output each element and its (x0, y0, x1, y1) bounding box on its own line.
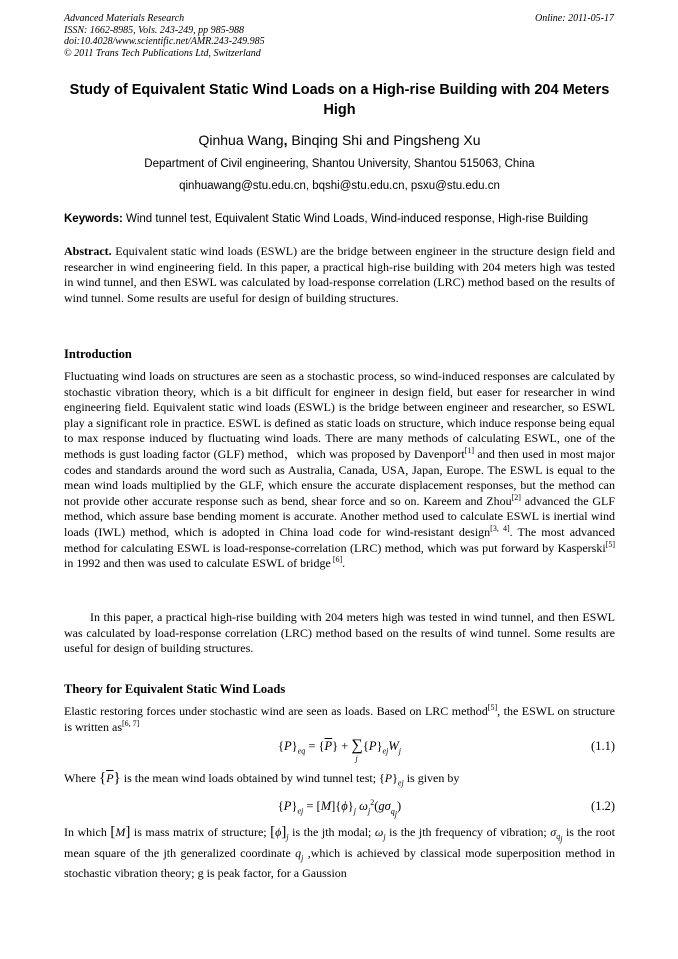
math-symbol: $\{P\}_{ej}$ (379, 771, 404, 788)
author-emails: qinhuawang@stu.edu.cn, bqshi@stu.edu.cn, psxu@stu.edu.cn (179, 180, 500, 192)
issn-line: ISSN: 1662-8985, Vols. 243-249, pp 985-988 (64, 24, 244, 36)
author-name: Binqing Shi (287, 132, 363, 148)
citation: [1] (464, 445, 474, 455)
author-name: Pingsheng Xu (393, 132, 481, 148)
paragraph-text: Where (64, 771, 99, 785)
abstract-label: Abstract. (64, 244, 112, 258)
citation: [5] (605, 539, 615, 549)
author-list (64, 131, 615, 149)
paragraph-text: is the jth modal; (288, 825, 375, 839)
math-symbol: $\sigma_{q_j}$ (550, 825, 563, 844)
paragraph-text: is given by (403, 771, 460, 785)
affiliation: Department of Civil engineering, Shantou University, Shantou 515063, China (144, 158, 535, 170)
math-symbol: [M] (110, 824, 131, 840)
paragraph-text: ,which is achieved by classical mode superposition method in stochastic vibration theory; g is peak factor, for a Gaussion (64, 845, 615, 880)
paragraph-text: in 1992 and then was used to calculate ESWL of bridge (64, 556, 331, 571)
citation: [5] (487, 703, 498, 712)
author-name: Qinhua Wang (198, 132, 284, 148)
paragraph-text: In which (64, 825, 111, 839)
keywords (64, 212, 615, 228)
paragraph-text: and then used in most major codes and standards around the word such as Australia, Canada, USA, Japan, Europe. The ESWL is equal to the mean wind loads multiplied by the GLF, which ensure the accurate displacement responses, but the method can not provide other accurate response such as bend, shear force and so on. Kareem and Zhou (64, 446, 615, 508)
copyright-line: © 2011 Trans Tech Publications Ltd, Switzerland (64, 47, 261, 59)
paragraph-text: advanced the GLF method, which assure base bending moment is accurate. Another method used to calculate ESWL is inertial wind loads (IWL) method, which is adopted in China load code for wind-resistant design (64, 493, 615, 539)
equation-1-2 (64, 797, 615, 819)
doi-line: doi:10.4028/www.scientific.net/AMR.243-249.985 (64, 36, 265, 47)
paragraph-text: Elastic restoring forces under stochastic wind are seen as loads. Based on LRC method (64, 704, 488, 718)
equation-number: (1.1) (591, 739, 615, 753)
introduction-heading: Introduction (64, 347, 132, 361)
equation-expression: $\{P\}_{ej} = [M]\{\phi\}_j$ $\omega_j^2(g\sigma_{q_j})$ (277, 797, 402, 819)
equation-number: (1.2) (591, 799, 615, 813)
introduction-paragraph-1 (64, 369, 615, 572)
paragraph-text: is the root mean square of the jth generalized coordinate (64, 825, 616, 860)
paragraph-text: is the mean wind loads obtained by wind tunnel test; (120, 771, 380, 785)
journal-header (64, 13, 265, 59)
keywords-label: Keywords: (64, 213, 123, 225)
paragraph-text: . The most advanced method for calculating ESWL is load-response-correlation (LRC) method, which was put forward by Kasperski (64, 524, 616, 555)
abstract (64, 244, 615, 306)
online-date: Online: 2011-05-17 (535, 13, 614, 24)
paragraph-text: . (342, 556, 346, 571)
equation-1-1 (64, 737, 615, 763)
math-symbol: $\omega_j$ (374, 825, 386, 842)
equation-expression: $\{P\}_{eq} = \{\overline{P}\}$ + ∑ j $\{P\}_{ej}W_j$ (278, 737, 401, 763)
in-which-paragraph (64, 822, 615, 884)
paragraph-text: , the ESWL on structure is written as (64, 704, 616, 734)
citation: [3, 4] (490, 523, 510, 533)
theory-heading: Theory for Equivalent Static Wind Loads (64, 682, 286, 696)
paper-title: Study of Equivalent Static Wind Loads on a High-rise Building with 204 Meters High (69, 82, 610, 118)
introduction-paragraph-2: In this paper, a practical high-rise building with 204 meters high was tested in wind tunnel, and then ESWL was calculated by load-response correlation (LRC) method based on the results of wind tunnel. Some results are useful for design of building structures. (64, 610, 615, 656)
paragraph-text: is mass matrix of structure; (130, 825, 271, 839)
journal-name: Advanced Materials Research (64, 13, 185, 24)
paragraph-text: is the jth frequency of vibration; (385, 825, 551, 839)
citation: [6] (330, 555, 343, 565)
citation: [2] (511, 492, 521, 502)
theory-paragraph-1 (64, 704, 615, 735)
abstract-text: Equivalent static wind loads (ESWL) are the bridge between engineer in the structure design field and researcher in wind engineering field. In this paper, a practical high-rise building with 204 meters high was tested in wind tunnel, and then ESWL was calculated by load-response correlation (LRC) method based on the results of wind tunnel. Some results are useful for design of building structures. (64, 244, 615, 305)
where-line (64, 771, 615, 787)
citation: [6, 7] (122, 718, 140, 728)
keywords-text: Wind tunnel test, Equivalent Static Wind Loads, Wind-induced response, High-rise Building (122, 213, 589, 225)
math-symbol: $[\phi]_j$ (270, 824, 289, 842)
author-conjunction: and (362, 132, 394, 148)
author-separator: , (283, 132, 288, 148)
math-symbol: $q_j$ (295, 845, 304, 862)
paragraph-text: Fluctuating wind loads on structures are seen as a stochastic process, so wind-induced responses are calculated by stochastic vibration theory, which is a bit difficult for engineer in design field, but easer for researcher in wind engineering field. Equivalent static wind loads (ESWL) is the bridge between engineer and researcher, so ESWL play a significant role in practice. ESWL is defined as static loads on structure, which induce response being equal to max response induced by fluctuating wind loads. There are many methods of calculating ESWL, one of the methods is gust loading factor (GLF) method，which was proposed by Davenport (64, 369, 615, 461)
math-symbol: $\{\overline{P}\}$ (98, 770, 121, 786)
